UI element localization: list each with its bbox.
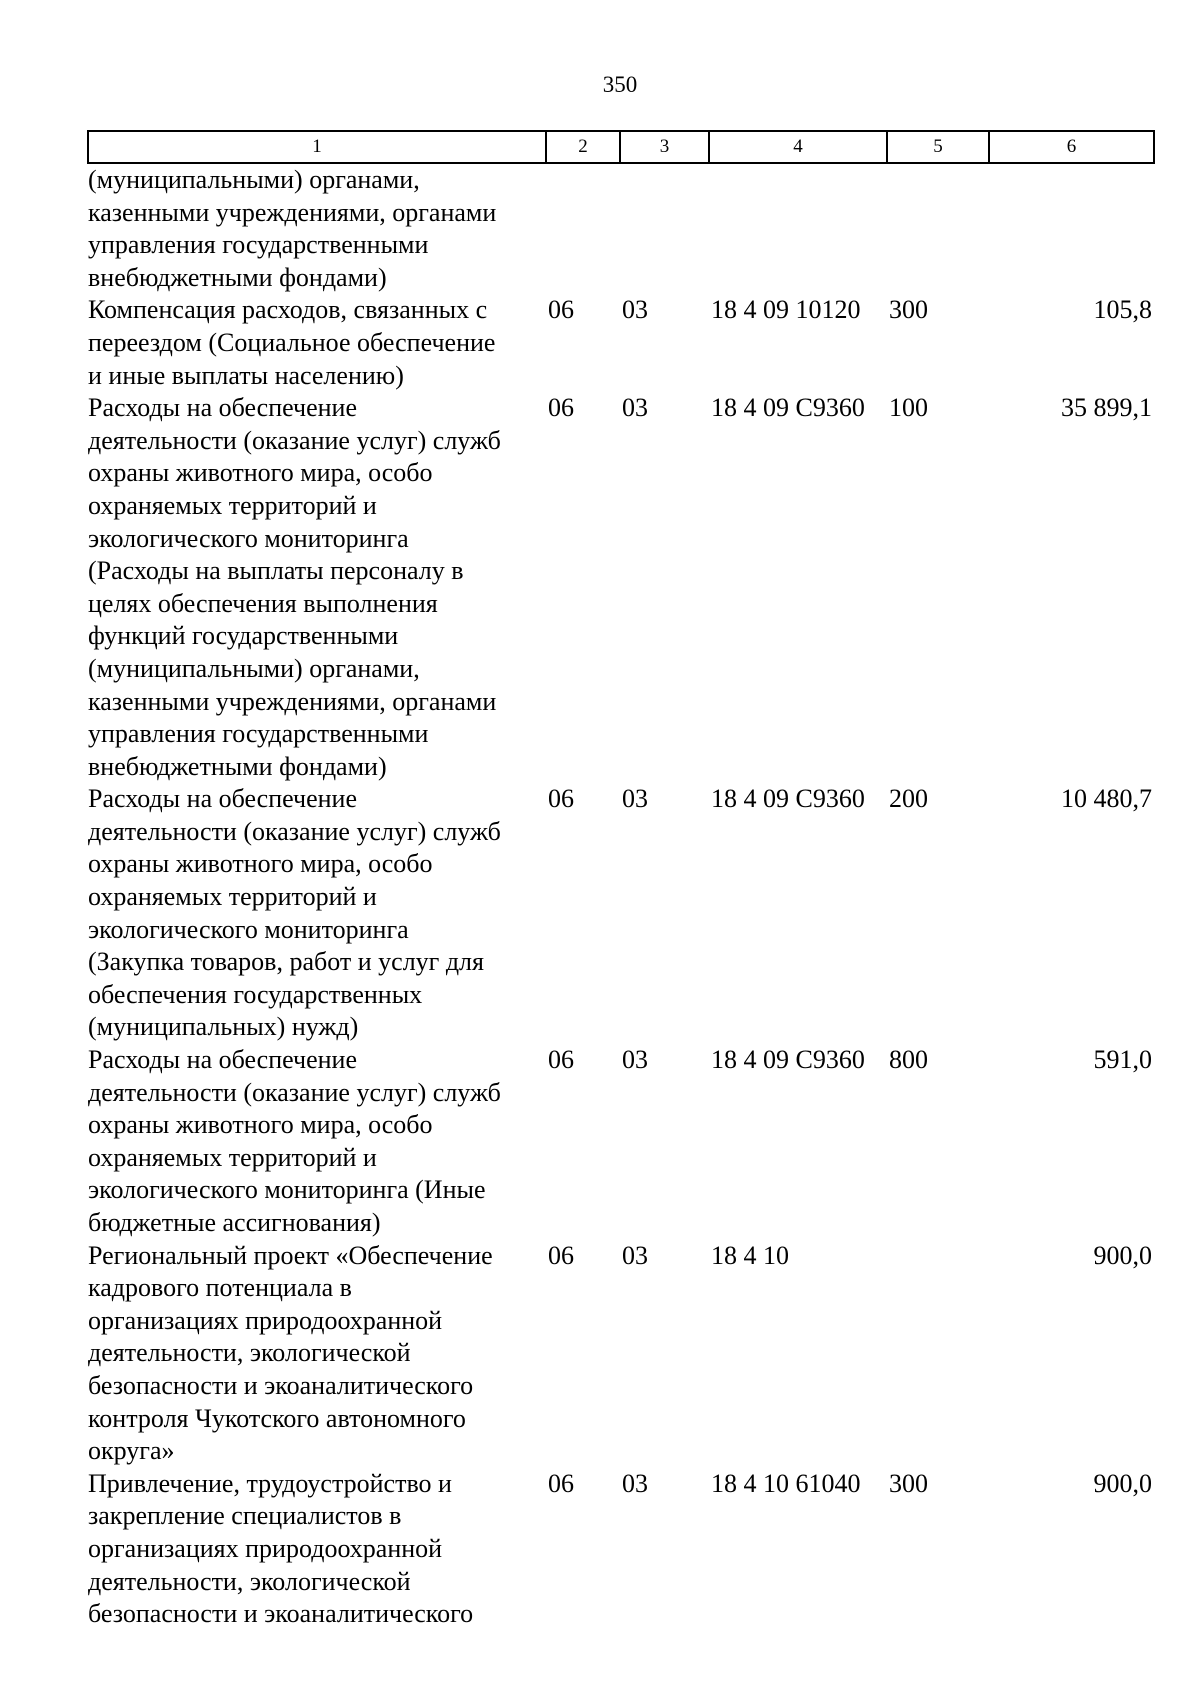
description-line: кадрового потенциала в [88, 1273, 352, 1303]
page-number: 350 [602, 72, 638, 97]
description-line: казенными учреждениями, органами [88, 686, 497, 716]
description-line: деятельности, экологической [88, 1566, 411, 1596]
table-row [88, 294, 1154, 392]
description-line: переездом (Социальное обеспечение [88, 327, 496, 357]
description-line: организациях природоохранной [88, 1305, 443, 1335]
description-line: функций государственными [88, 621, 399, 651]
description-line: охраны животного мира, особо [88, 458, 433, 488]
header-col-6: 6 [989, 131, 1154, 163]
description-line: деятельности (оказание услуг) служб [88, 425, 501, 455]
row-subsection-code: 03 [622, 1468, 648, 1498]
description-line: Региональный проект «Обеспечение [88, 1240, 493, 1270]
row-target-article: 18 4 09 С9360 [711, 784, 865, 814]
row-amount: 900,0 [1093, 1240, 1152, 1270]
row-subsection-code: 03 [622, 784, 648, 814]
row-section-code: 06 [548, 1468, 574, 1498]
row-subsection-code: 03 [622, 393, 648, 423]
row-section-code: 06 [548, 295, 574, 325]
header-col-5: 5 [887, 131, 989, 163]
table-header [88, 131, 1154, 163]
description-line: внебюджетными фондами) [88, 751, 387, 781]
description-line: охраны животного мира, особо [88, 849, 433, 879]
row-subsection-code [620, 163, 709, 294]
description-line: закрепление специалистов в [88, 1501, 402, 1531]
description-line: экологического мониторинга [88, 914, 409, 944]
description-line: (муниципальными) органами, [88, 165, 420, 194]
row-description [88, 294, 546, 392]
row-target-article [709, 163, 887, 294]
table-row [88, 163, 1154, 294]
row-amount: 35 899,1 [1061, 393, 1152, 423]
description-line: охраняемых территорий и [88, 1142, 377, 1172]
description-line: экологического мониторинга (Иные [88, 1175, 486, 1205]
row-section-code [546, 163, 620, 294]
header-col-4: 4 [709, 131, 887, 163]
row-amount [989, 163, 1154, 294]
table-row [88, 1240, 1154, 1468]
row-subsection-code: 03 [622, 1045, 648, 1075]
description-line: целях обеспечения выполнения [88, 588, 438, 618]
description-line: Расходы на обеспечение [88, 784, 358, 814]
row-amount: 591,0 [1093, 1045, 1152, 1075]
description-line: экологического мониторинга [88, 523, 409, 553]
description-line: безопасности и экоаналитического [88, 1599, 474, 1629]
description-line: Расходы на обеспечение [88, 1045, 358, 1075]
header-col-3: 3 [620, 131, 709, 163]
header-col-1: 1 [88, 131, 546, 163]
description-line: округа» [88, 1436, 175, 1466]
description-line: (муниципальными) органами, [88, 653, 420, 683]
row-subsection-code: 03 [622, 295, 648, 325]
description-line: безопасности и экоаналитического [88, 1370, 474, 1400]
row-target-article: 18 4 09 С9360 [711, 1045, 865, 1075]
row-expense-type: 300 [889, 295, 928, 325]
description-line: организациях природоохранной [88, 1533, 443, 1563]
row-expense-type: 200 [889, 784, 928, 814]
description-line: казенными учреждениями, органами [88, 197, 497, 227]
table-body [88, 163, 1154, 1631]
row-expense-type [887, 1240, 989, 1468]
row-section-code: 06 [548, 1045, 574, 1075]
description-line: контроля Чукотского автономного [88, 1403, 466, 1433]
row-description [88, 1044, 546, 1240]
row-description [88, 392, 546, 783]
row-amount: 10 480,7 [1061, 784, 1152, 814]
row-target-article: 18 4 09 С9360 [711, 393, 865, 423]
row-target-article: 18 4 10 61040 [711, 1468, 861, 1498]
description-line: охраняемых территорий и [88, 882, 377, 912]
row-section-code: 06 [548, 784, 574, 814]
row-expense-type: 300 [889, 1468, 928, 1498]
row-description [88, 1240, 546, 1468]
description-line: деятельности, экологической [88, 1338, 411, 1368]
description-line: внебюджетными фондами) [88, 262, 387, 292]
description-line: бюджетные ассигнования) [88, 1208, 381, 1237]
table-row [88, 1468, 1154, 1631]
description-line: охраны животного мира, особо [88, 1110, 433, 1140]
header-col-2: 2 [546, 131, 620, 163]
table-row [88, 783, 1154, 1044]
row-target-article: 18 4 09 10120 [711, 295, 861, 325]
description-line: и иные выплаты населению) [88, 360, 404, 390]
description-line: управления государственными [88, 230, 429, 260]
row-description [88, 783, 546, 1044]
row-description [88, 163, 546, 294]
row-section-code: 06 [548, 393, 574, 423]
description-line: деятельности (оказание услуг) служб [88, 1077, 501, 1107]
description-line: (Закупка товаров, работ и услуг для [88, 947, 484, 977]
row-target-article: 18 4 10 [711, 1240, 789, 1270]
row-description [88, 1468, 546, 1631]
description-line: (муниципальных) нужд) [88, 1012, 359, 1042]
description-line: охраняемых территорий и [88, 490, 377, 520]
budget-table [87, 130, 1155, 1631]
row-subsection-code: 03 [622, 1240, 648, 1270]
description-line: Привлечение, трудоустройство и [88, 1468, 452, 1498]
description-line: (Расходы на выплаты персоналу в [88, 556, 464, 586]
table-row [88, 1044, 1154, 1240]
description-line: обеспечения государственных [88, 979, 423, 1009]
row-expense-type [887, 163, 989, 294]
table-row [88, 392, 1154, 783]
description-line: Компенсация расходов, связанных с [88, 295, 488, 325]
row-amount: 900,0 [1093, 1468, 1152, 1498]
row-expense-type: 100 [889, 393, 928, 423]
row-section-code: 06 [548, 1240, 574, 1270]
description-line: Расходы на обеспечение [88, 393, 358, 423]
description-line: деятельности (оказание услуг) служб [88, 816, 501, 846]
row-expense-type: 800 [889, 1045, 928, 1075]
description-line: управления государственными [88, 719, 429, 749]
row-amount: 105,8 [1093, 295, 1152, 325]
